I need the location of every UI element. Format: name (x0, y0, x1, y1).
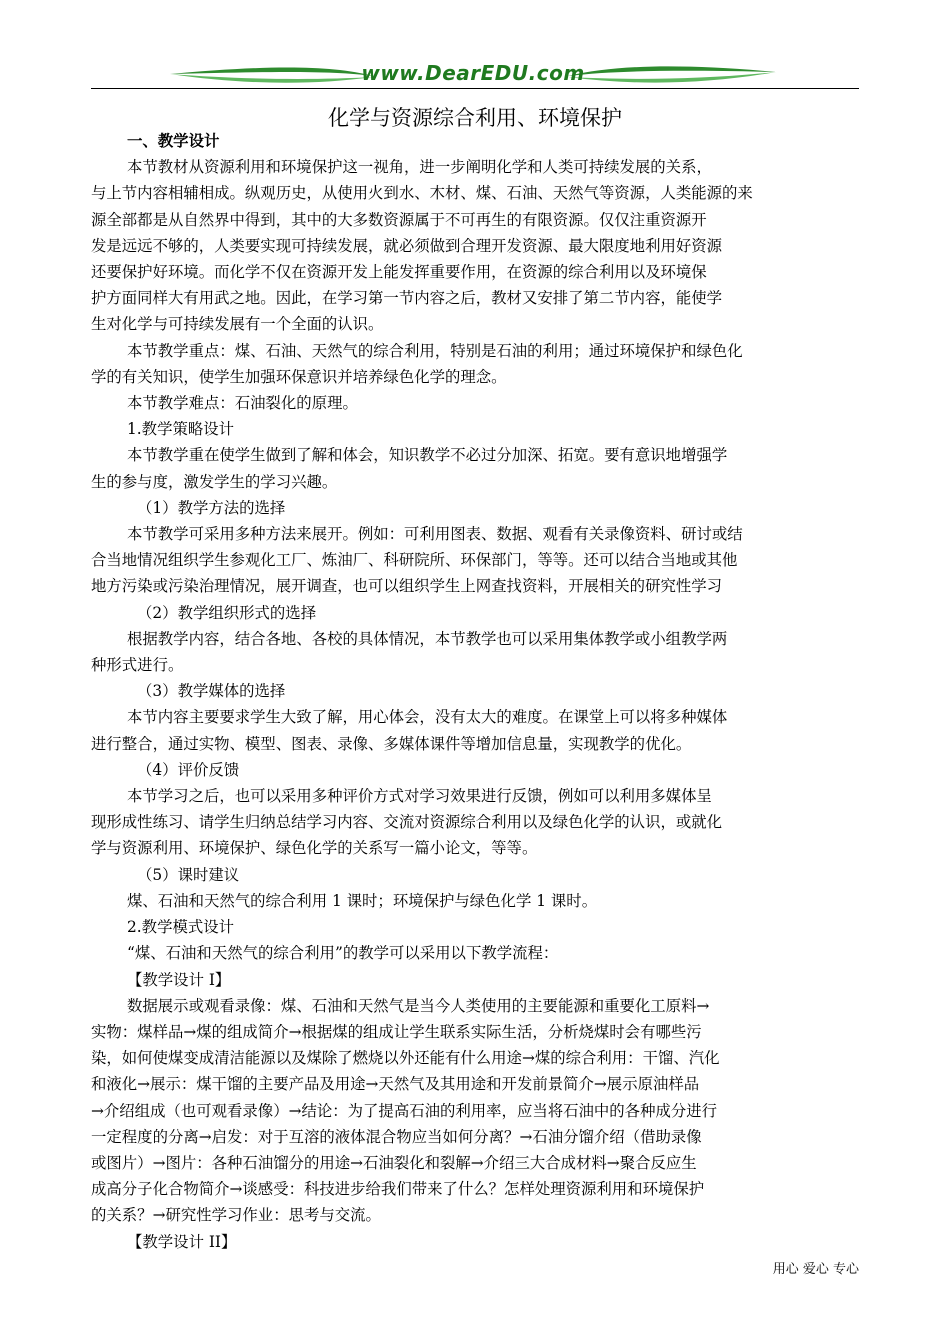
paragraph-line: 本节学习之后，也可以采用多种评价方式对学习效果进行反馈，例如可以利用多媒体呈 (127, 787, 712, 806)
paragraph-line: 和液化→展示：煤干馏的主要产品及用途→天然气及其用途和开发前景简介→展示原油样品 (91, 1075, 700, 1094)
section-heading: 一、教学设计 (127, 132, 220, 150)
paragraph-line: 实物：煤样品→煤的组成简介→根据煤的组成让学生联系实际生活，分析烧煤时会有哪些污 (91, 1022, 702, 1041)
subheading: （3）教学媒体的选择 (137, 682, 286, 701)
paragraph-line: 种形式进行。 (91, 656, 184, 675)
header-divider (91, 88, 859, 89)
subheading: 【教学设计 II】 (127, 1232, 237, 1251)
paragraph-line: 护方面同样大有用武之地。因此，在学习第一节内容之后，教材又安排了第二节内容，能使学 (91, 289, 723, 308)
document-title: 化学与资源综合利用、环境保护 (328, 106, 622, 130)
paragraph-line: 学的有关知识，使学生加强环保意识并培养绿色化学的理念。 (91, 367, 507, 386)
paragraph-line: 染，如何使煤变成清洁能源以及煤除了燃烧以外还能有什么用途→煤的综合利用：干馏、汽化 (91, 1049, 720, 1068)
paragraph-line: 数据展示或观看录像：煤、石油和天然气是当今人类使用的主要能源和重要化工原料→ (127, 996, 710, 1015)
paragraph-line: →介绍组成（也可观看录像）→结论：为了提高石油的利用率，应当将石油中的各种成分进行 (91, 1101, 718, 1120)
subheading: （2）教学组织形式的选择 (137, 603, 317, 622)
paragraph-line: 本节教学重点：煤、石油、天然气的综合利用，特别是石油的利用；通过环境保护和绿色化 (127, 341, 743, 360)
paragraph-line: 的关系？→研究性学习作业：思考与交流。 (91, 1206, 381, 1225)
paragraph-line: 还要保护好环境。而化学不仅在资源开发上能发挥重要作用，在资源的综合利用以及环境保 (91, 263, 707, 282)
paragraph-line: 与上节内容相辅相成。纵观历史，从使用火到水、木材、煤、石油、天然气等资源，人类能源的来 (91, 184, 753, 203)
paragraph-line: 源全部都是从自然界中得到，其中的大多数资源属于不可再生的有限资源。仅仅注重资源开 (91, 210, 707, 229)
paragraph-line: 或图片）→图片：各种石油馏分的用途→石油裂化和裂解→介绍三大合成材料→聚合反应生 (91, 1153, 697, 1172)
paragraph-line: 进行整合，通过实物、模型、图表、录像、多媒体课件等增加信息量，实现教学的优化。 (91, 734, 692, 753)
paragraph-line: 本节内容主要要求学生大致了解，用心体会，没有太大的难度。在课堂上可以将多种媒体 (127, 708, 728, 727)
paragraph-line: 现形成性练习、请学生归纳总结学习内容、交流对资源综合利用以及绿色化学的认识，或就化 (91, 813, 723, 832)
paragraph-line: “煤、石油和天然气的综合利用”的教学可以采用以下教学流程： (127, 944, 559, 963)
document-body (91, 128, 861, 1255)
subheading: 1.教学策略设计 (127, 420, 235, 439)
footer-slogan: 用心 爱心 专心 (772, 1262, 859, 1277)
subheading: 【教学设计 I】 (127, 970, 231, 989)
subheading: （5）课时建议 (137, 865, 240, 884)
paragraph-line: 生的参与度，激发学生的学习兴趣。 (91, 472, 338, 491)
subheading: （1）教学方法的选择 (137, 498, 286, 517)
paragraph-line: 发是远远不够的，人类要实现可持续发展，就必须做到合理开发资源、最大限度地利用好资源 (91, 236, 723, 255)
subheading: 2.教学模式设计 (127, 918, 235, 937)
paragraph-line: 本节教学可采用多种方法来展开。例如：可利用图表、数据、观看有关录像资料、研讨或结 (127, 525, 743, 544)
paragraph-line: 合当地情况组织学生参观化工厂、炼油厂、科研院所、环保部门，等等。还可以结合当地或其他 (91, 551, 738, 570)
paragraph-line: 煤、石油和天然气的综合利用 1 课时；环境保护与绿色化学 1 课时。 (127, 891, 598, 910)
paragraph-line: 本节教学重在使学生做到了解和体会，知识教学不必过分加深、拓宽。要有意识地增强学 (127, 446, 728, 465)
paragraph-line: 根据教学内容，结合各地、各校的具体情况，本节教学也可以采用集体教学或小组教学两 (127, 629, 728, 648)
paragraph-line: 本节教学难点：石油裂化的原理。 (127, 394, 358, 413)
subheading: （4）评价反馈 (137, 760, 240, 779)
paragraph-line: 本节教材从资源利用和环境保护这一视角，进一步阐明化学和人类可持续发展的关系， (127, 158, 712, 177)
paragraph-line: 成高分子化合物简介→谈感受：科技进步给我们带来了什么？怎样处理资源利用和环境保护 (91, 1180, 705, 1199)
paragraph-line: 地方污染或污染治理情况，展开调查，也可以组织学生上网查找资料，开展相关的研究性学习 (91, 577, 723, 596)
paragraph-line: 生对化学与可持续发展有一个全面的认识。 (91, 315, 384, 334)
site-url[interactable]: www.DearEDU.com (361, 61, 585, 85)
paragraph-line: 学与资源利用、环境保护、绿色化学的关系写一篇小论文，等等。 (91, 839, 538, 858)
paragraph-line: 一定程度的分离→启发：对于互溶的液体混合物应当如何分离？→石油分馏介绍（借助录像 (91, 1127, 702, 1146)
